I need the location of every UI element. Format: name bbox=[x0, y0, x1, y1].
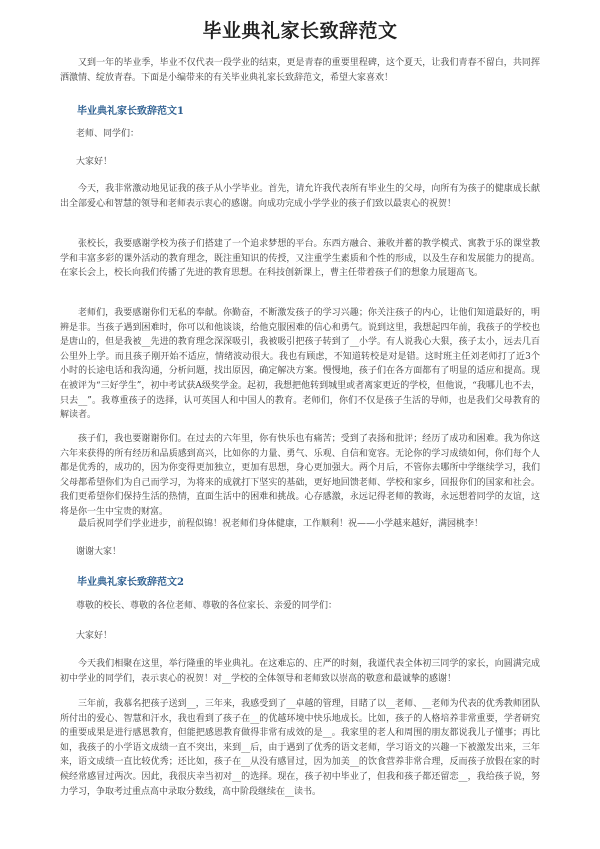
paragraph: 老师们，我要感谢你们无私的奉献。你勤奋，不断激发孩子的学习兴趣；你关注孩子的内心，让他们知道最好的，明辨是非。当孩子遇到困难时，你可以和他谈谈，给他克服困难的信心和勇气。说到这里，我想起四年前，我孩子的学校也是唐山的，但是我被__先进的教育理念深深吸引，我被吸引把孩子转到了__小学。有人说我心大狠，孩子太小，远去几百公里外上学。而且孩子刚开始不适应，情绪波动很大。我也有顾虑，不知道转校是对是错。这时班主任刘老师打了近3个小时的长途电话和我沟通，分析问题，找出原因，确定解决方案。慢慢地，孩子们在各方面都有了明显的适应和提高。现在被评为“三好学生”，初中考试获A级奖学金。起初，我想把他转到城里或者离家更近的学校，但他说，“我哪儿也不去，只去__”。我尊重孩子的选择，认可英国人和中国人的教育。老师们，你们不仅是孩子生活的导师，也是我们父母教育的解读者。 bbox=[60, 308, 540, 421]
paragraph: 尊敬的校长、尊敬的各位老师、尊敬的各位家长、亲爱的同学们： bbox=[76, 601, 338, 611]
paragraph: 张校长，我要感谢学校为孩子们搭建了一个追求梦想的平台。东西方融合、兼收并蓄的教学模式、寓教于乐的课堂教学和丰富多彩的课外活动的教育理念，既注重知识的传授，又注重学生素质和个性的形成，以及生存和发展能力的提高。在家长会上，校长向我们传播了先进的教育思想。在科技创新课上，曹主任带着孩子们的想象力展翅高飞。 bbox=[60, 239, 540, 279]
paragraph: 谢谢大家！ bbox=[76, 547, 122, 557]
section-heading-1: 毕业典礼家长致辞范文1 bbox=[77, 106, 184, 117]
paragraph: 孩子们，我也要谢谢你们。在过去的六年里，你有快乐也有痛苦；受到了表扬和批评；经历了成功和困难。我为你这六年来获得的所有经历和品质感到高兴，比如你的力量、勇气、乐观、自信和宽容。无论你的学习成绩如何，你们每个人都是优秀的，成功的，因为你变得更加独立，更加有思想，身心更加强大。两个月后，不管你去哪所中学继续学习，我们父母都希望你们为自己而学习，为将来的成就打下坚实的基础，更好地回馈老师、学校和家乡，回报你们的国家和社会。我们更希望你们保持生活的热情，直面生活中的困难和挑战。心存感激，永远记得老师的教诲，永远想着同学的友谊，这将是你一生中宝贵的财富。 bbox=[60, 434, 540, 517]
document-title: 毕业典礼家长致辞范文 bbox=[202, 20, 398, 42]
paragraph: 今天，我非常激动地见证我的孩子从小学毕业。首先，请允许我代表所有毕业生的父母，向所有为孩子的健康成长献出全部爱心和智慧的领导和老师表示衷心的感谢。向成功完成小学学业的孩子们致以最衷心的祝贺！ bbox=[60, 184, 540, 209]
paragraph: 今天我们相聚在这里，举行隆重的毕业典礼。在这难忘的、庄严的时刻，我谨代表全体初三同学的家长，向圆满完成初中学业的同学们，表示衷心的祝贺！对__学校的全体领导和老师致以崇高的敬意和最诚挚的感谢！ bbox=[60, 659, 540, 684]
paragraph: 大家好！ bbox=[76, 631, 113, 641]
paragraph: 最后祝同学们学业进步，前程似锦！祝老师们身体健康，工作顺利！祝——小学越来越好，满园桃李！ bbox=[78, 519, 484, 529]
intro-paragraph: 又到一年的毕业季，毕业不仅代表一段学业的结束，更是青春的重要里程碑，这个夏天，让我们青春不留白，共同挥洒激情、绽放青春。下面是小编带来的有关毕业典礼家长致辞范文，希望大家喜欢！ bbox=[60, 58, 540, 83]
paragraph: 老师、同学们： bbox=[76, 129, 140, 139]
paragraph: 三年前，我慕名把孩子送到__，三年来，我感受到了__卓越的管理，目睹了以__老师、__老师为代表的优秀教师团队所付出的爱心、智慧和汗水，我也看到了孩子在__的优越环境中快乐地成长。比如，孩子的人格培养非常重要，学者研究的重要成果是进行感恩教育，但能把感恩教育做得非常有成效的是__。我家里的老人和周围的朋友都说我儿子懂事；再比如，我孩子的小学语文成绩一直不突出，来到__后，由于遇到了优秀的语文老师，学习语文的兴趣一下被激发出来，三年来，语文成绩一直比较优秀；还比如，孩子在__从没有感冒过，因为加美__的饮食营养非常合理，反而孩子放假在家的时候经常感冒过两次。因此，我很庆幸当初对__的选择。现在，孩子初中毕业了，但我和孩子都还留恋__，我给孩子说，努力学习，争取考过重点高中录取分数线，高中阶段继续在__读书。 bbox=[60, 699, 540, 797]
section-heading-2: 毕业典礼家长致辞范文2 bbox=[77, 577, 184, 588]
paragraph: 大家好！ bbox=[76, 157, 113, 167]
